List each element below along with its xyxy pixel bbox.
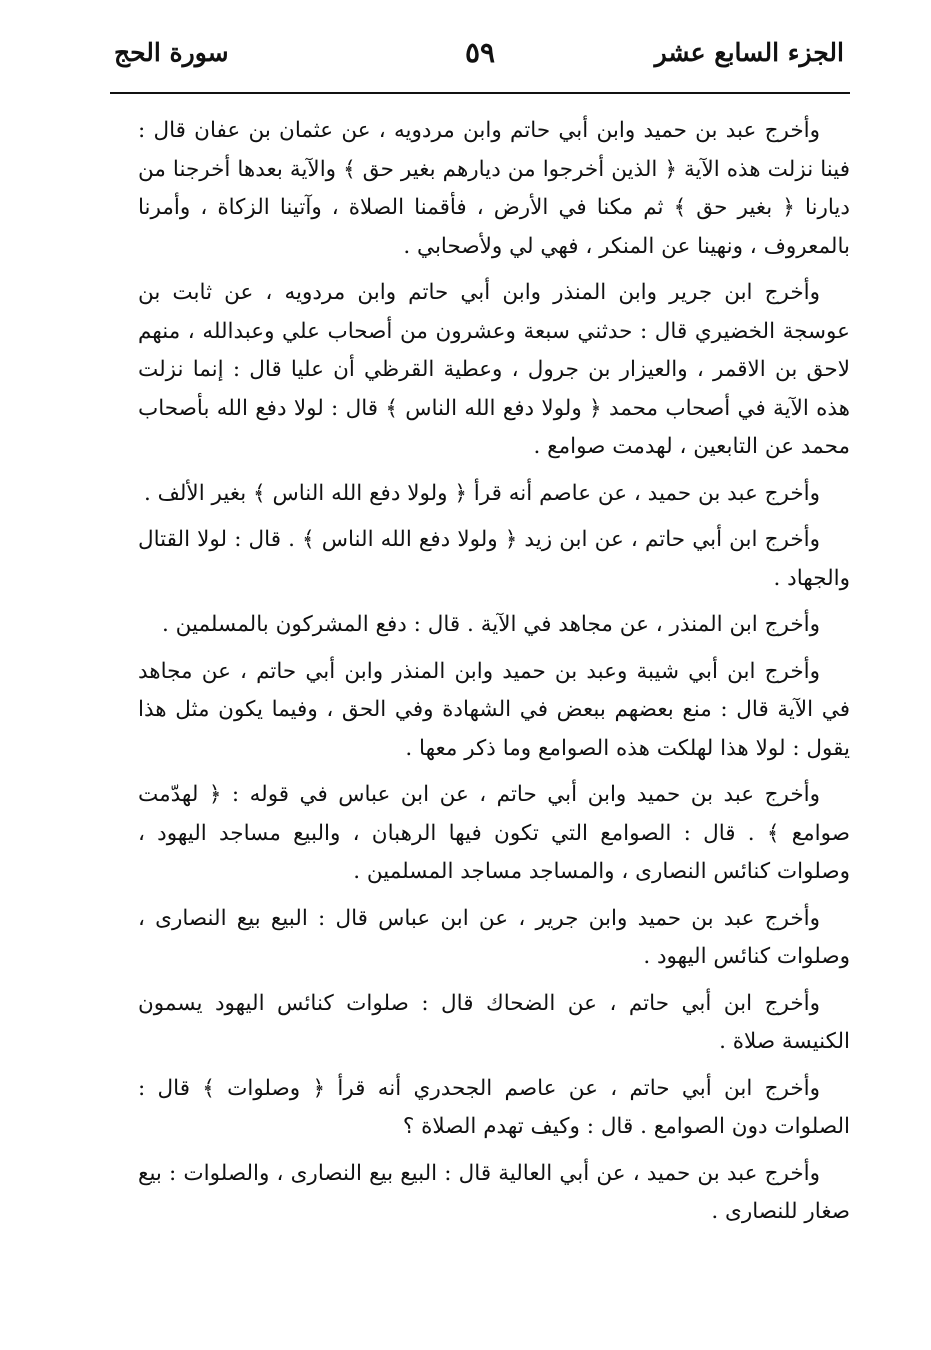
paragraph: وأخرج عبد بن حميد ، عن عاصم أنه قرأ ﴿ ولولا دفع الله الناس ﴾ بغير الألف . — [143, 480, 820, 506]
paragraph: وأخرج عبد بن حميد وابن أبي حاتم وابن مردويه ، عن عثمان بن عفان قال : فينا نزلت هذه الآية ﴿ الذين أخرجوا من ديارهم بغير حق ﴾ والآية بعدها أخرجنا من ديارنا ﴿ بغير حق ﴾ ثم مكنا في الأرض ، فأقمنا الصلاة ، وآتينا الزكاة ، وأمرنا بالمعروف ، ونهينا عن المنكر ، فهي لي ولأصحابي . — [138, 118, 850, 259]
paragraph: وأخرج ابن أبي شيبة وعبد بن حميد وابن المنذر وابن أبي حاتم ، عن مجاهد في الآية قال : منع بعضهم ببعض في الشهادة وفي الحق ، وفيما يكون مثل هذا يقول : لولا هذا لهلكت هذه الصوامع وما ذكر معها . — [138, 658, 850, 761]
page-header — [110, 30, 850, 90]
paragraph: وأخرج عبد بن حميد ، عن أبي العالية قال : البيع بيع النصارى ، والصلوات : بيع صغار للنصارى . — [138, 1160, 850, 1224]
page-number: ٥٩ — [464, 36, 496, 69]
paragraph: وأخرج ابن جرير وابن المنذر وابن أبي حاتم وابن مردويه ، عن ثابت بن عوسجة الخضيري قال : حدثني سبعة وعشرون من أصحاب علي وعبدالله ، منهم لاحق بن الاقمر ، والعيزار بن جرول ، وعطية القرظي أن عليا قال : إنما نزلت هذه الآية في أصحاب محمد ﴿ ولولا دفع الله الناس ﴾ قال : لولا دفع الله بأصحاب محمد عن التابعين ، لهدمت صوامع . — [138, 280, 850, 459]
paragraph: وأخرج ابن أبي حاتم ، عن عاصم الجحدري أنه قرأ ﴿ وصلوات ﴾ قال : الصلوات دون الصوامع . قال : وكيف تهدم الصلاة ؟ — [138, 1075, 850, 1139]
paragraph: وأخرج ابن أبي حاتم ، عن ابن زيد ﴿ ولولا دفع الله الناس ﴾ . قال : لولا القتال والجهاد . — [138, 527, 850, 591]
surah-title: سورة الحج — [114, 38, 229, 67]
paragraph: وأخرج عبد بن حميد وابن أبي حاتم ، عن ابن عباس في قوله : ﴿ لهدّمت صوامع ﴾ . قال : الصوامع التي تكون فيها الرهبان ، والبيع مساجد اليهود ، وصلوات كنائس النصارى ، والمساجد مساجد المسلمين . — [138, 782, 850, 884]
header-divider — [110, 92, 850, 94]
paragraph: وأخرج ابن أبي حاتم ، عن الضحاك قال : صلوات كنائس اليهود يسمون الكنيسة صلاة . — [138, 990, 850, 1054]
paragraph: وأخرج ابن المنذر ، عن مجاهد في الآية . قال : دفع المشركون بالمسلمين . — [161, 612, 820, 637]
page-body — [138, 112, 850, 1240]
paragraph: وأخرج عبد بن حميد وابن جرير ، عن ابن عباس قال : البيع بيع النصارى ، وصلوات كنائس اليهود . — [138, 905, 850, 969]
part-title: الجزء السابع عشر — [654, 38, 844, 67]
